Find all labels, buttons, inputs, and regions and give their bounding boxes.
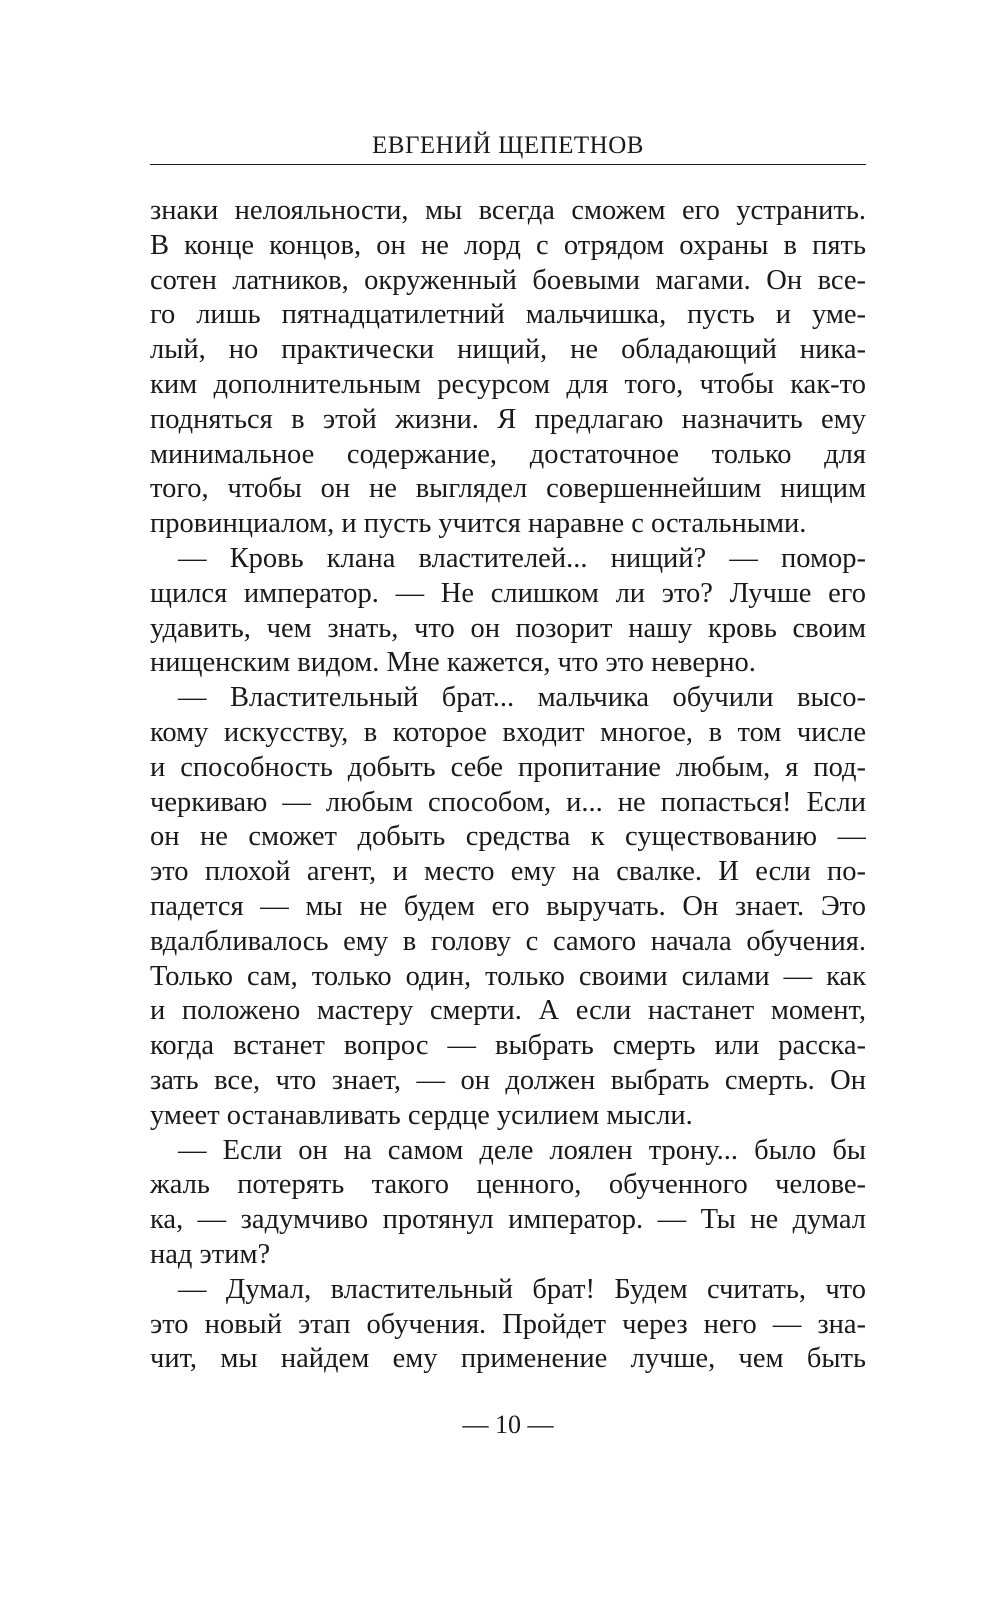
text-line: — Думал, властительный брат! Будем считать, что	[178, 1273, 866, 1305]
author-name: ЕВГЕНИЙ ЩЕПЕТНОВ	[372, 132, 644, 159]
text-line: и способность добыть себе пропитание любым, я под-	[150, 751, 866, 783]
text-line: над этим?	[150, 1238, 271, 1270]
text-line: падется — мы не будем его выручать. Он знает. Это	[150, 890, 866, 922]
text-line: он не сможет добыть средства к существованию —	[150, 821, 866, 853]
text-line: это новый этап обучения. Пройдет через него — зна-	[150, 1308, 866, 1340]
text-line: провинциалом, и пусть учится наравне с остальными.	[150, 508, 807, 540]
text-line: подняться в этой жизни. Я предлагаю назначить ему	[150, 403, 866, 435]
text-line: умеет останавливать сердце усилием мысли.	[150, 1099, 693, 1131]
running-header	[150, 128, 866, 165]
text-line: ким дополнительным ресурсом для того, чтобы как-то	[150, 368, 866, 400]
text-line: В конце концов, он не лорд с отрядом охраны в пять	[150, 229, 866, 261]
text-line: ка, — задумчиво протянул император. — Ты не думал	[150, 1204, 866, 1236]
text-line: — Если он на самом деле лоялен трону... было бы	[178, 1134, 866, 1166]
text-line: щился император. — Не слишком ли это? Лучше его	[150, 577, 866, 609]
body-text	[150, 194, 866, 1377]
text-line: минимальное содержание, достаточное только для	[150, 438, 866, 470]
text-line: жаль потерять такого ценного, обученного челове-	[150, 1169, 866, 1201]
text-line: зать все, что знает, — он должен выбрать смерть. Он	[150, 1064, 866, 1096]
text-line: знаки нелояльности, мы всегда сможем его устранить.	[150, 195, 866, 226]
text-line: это плохой агент, и место ему на свалке. И если по-	[150, 856, 866, 888]
text-line: Только сам, только один, только своими силами — как	[150, 960, 866, 992]
text-line: чит, мы найдем ему применение лучше, чем быть	[150, 1343, 866, 1375]
text-line: сотен латников, окруженный боевыми магами. Он все-	[150, 264, 866, 296]
text-line: вдалбливалось ему в голову с самого начала обучения.	[150, 925, 866, 957]
text-line: нищенским видом. Мне кажется, что это неверно.	[150, 647, 756, 679]
page-number: — 10 —	[462, 1410, 554, 1439]
text-line: черкиваю — любым способом, и... не попасться! Если	[150, 786, 866, 818]
text-line: удавить, чем знать, что он позорит нашу кровь своим	[150, 612, 866, 644]
text-line: — Властительный брат... мальчика обучили высо-	[178, 682, 866, 714]
text-line: лый, но практически нищий, не обладающий ника-	[150, 334, 866, 366]
text-line: кому искусству, в которое входит многое, в том числе	[150, 716, 866, 748]
text-line: когда встанет вопрос — выбрать смерть или расска-	[150, 1030, 866, 1062]
text-line: — Кровь клана властителей... нищий? — помор-	[178, 542, 866, 574]
text-line: го лишь пятнадцатилетний мальчишка, пусть и уме-	[150, 299, 866, 331]
text-line: того, чтобы он не выглядел совершеннейшим нищим	[150, 473, 866, 505]
text-line: и положено мастеру смерти. А если настанет момент,	[150, 995, 866, 1027]
